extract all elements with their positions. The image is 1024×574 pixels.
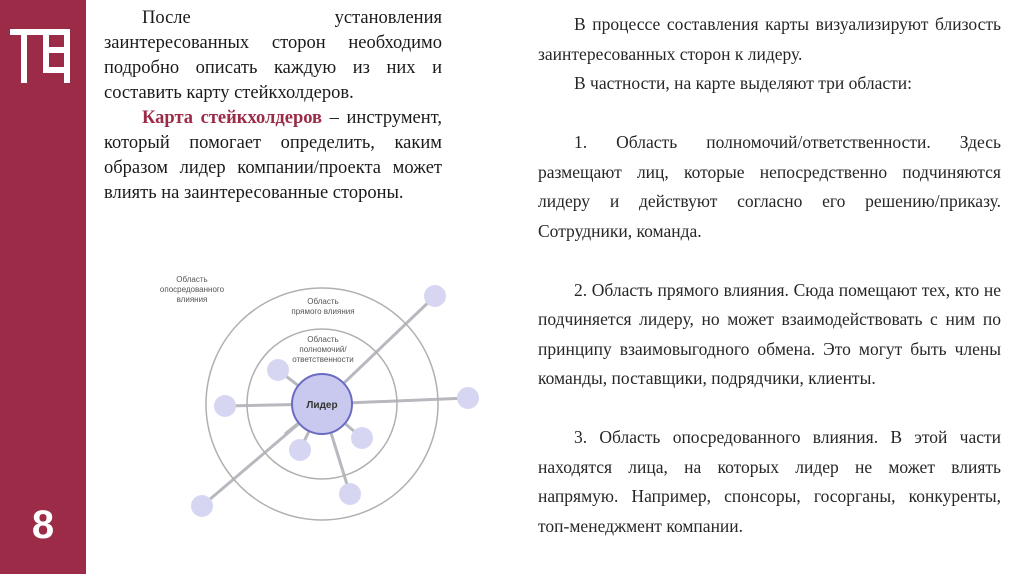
inner-area-label-2: полномочий/ xyxy=(299,345,347,354)
stakeholder-map-term: Карта стейкхолдеров xyxy=(142,108,323,128)
leader-label: Лидер xyxy=(306,400,338,411)
stakeholder-node xyxy=(457,387,479,409)
area-item-1: 1. Область полномочий/ответственности. Здесь размещают лиц, которые непосредственно подчиняются лидеру и действуют согласно его решению/приказу. Сотрудники, команда. xyxy=(538,132,1001,241)
stakeholder-map-diagram xyxy=(140,268,500,558)
sidebar xyxy=(0,0,86,574)
right-intro-2: В частности, на карте выделяют три области: xyxy=(574,73,912,93)
middle-area-label-1: Область xyxy=(307,297,339,306)
intro-paragraph: После установления заинтересованных сторон необходимо подробно описать каждую из них и составить карту стейкхолдеров. xyxy=(104,8,442,103)
inner-area-label-3: ответственности xyxy=(292,355,354,364)
area-item-3: 3. Область опосредованного влияния. В этой части находятся лица, на которых лидер не может влиять напрямую. Например, спонсоры, госорганы, конкуренты, топ-менеджмент компании. xyxy=(538,427,1001,536)
stakeholder-node xyxy=(339,483,361,505)
inner-area-label-1: Область xyxy=(307,335,339,344)
right-text-block xyxy=(538,10,1001,541)
definition-paragraph xyxy=(104,106,442,206)
stakeholder-node xyxy=(191,495,213,517)
stakeholder-node xyxy=(289,439,311,461)
outer-area-label-1: Область xyxy=(176,275,208,284)
left-text-block xyxy=(104,6,442,206)
stakeholder-node xyxy=(267,359,289,381)
middle-area-label-2: прямого влияния xyxy=(291,307,355,316)
spacer xyxy=(538,99,1001,129)
page-number: 8 xyxy=(31,503,55,547)
area-item-2: 2. Область прямого влияния. Сюда помещают тех, кто не подчиняется лидеру, но может взаимодействовать с ним по принципу взаимовыгодного обмена. Это могут быть члены команды, поставщики, подрядчики, клиенты. xyxy=(538,279,1001,388)
stakeholder-node xyxy=(214,395,236,417)
right-intro-1: В процессе составления карты визуализируют близость заинтересованных сторон к лидеру. xyxy=(538,14,1001,64)
outer-area-label-2: опосредованного xyxy=(159,285,225,294)
outer-area-label-3: влияния xyxy=(176,295,208,304)
definition-text: – инструмент, который помогает определить, каким образом лидер компании/проекта может влиять на заинтересованные стороны. xyxy=(104,108,442,203)
stakeholder-node xyxy=(351,427,373,449)
spacer xyxy=(538,394,1001,424)
spacer xyxy=(538,246,1001,276)
stakeholder-node xyxy=(424,285,446,307)
tpu-logo-icon xyxy=(10,24,76,84)
